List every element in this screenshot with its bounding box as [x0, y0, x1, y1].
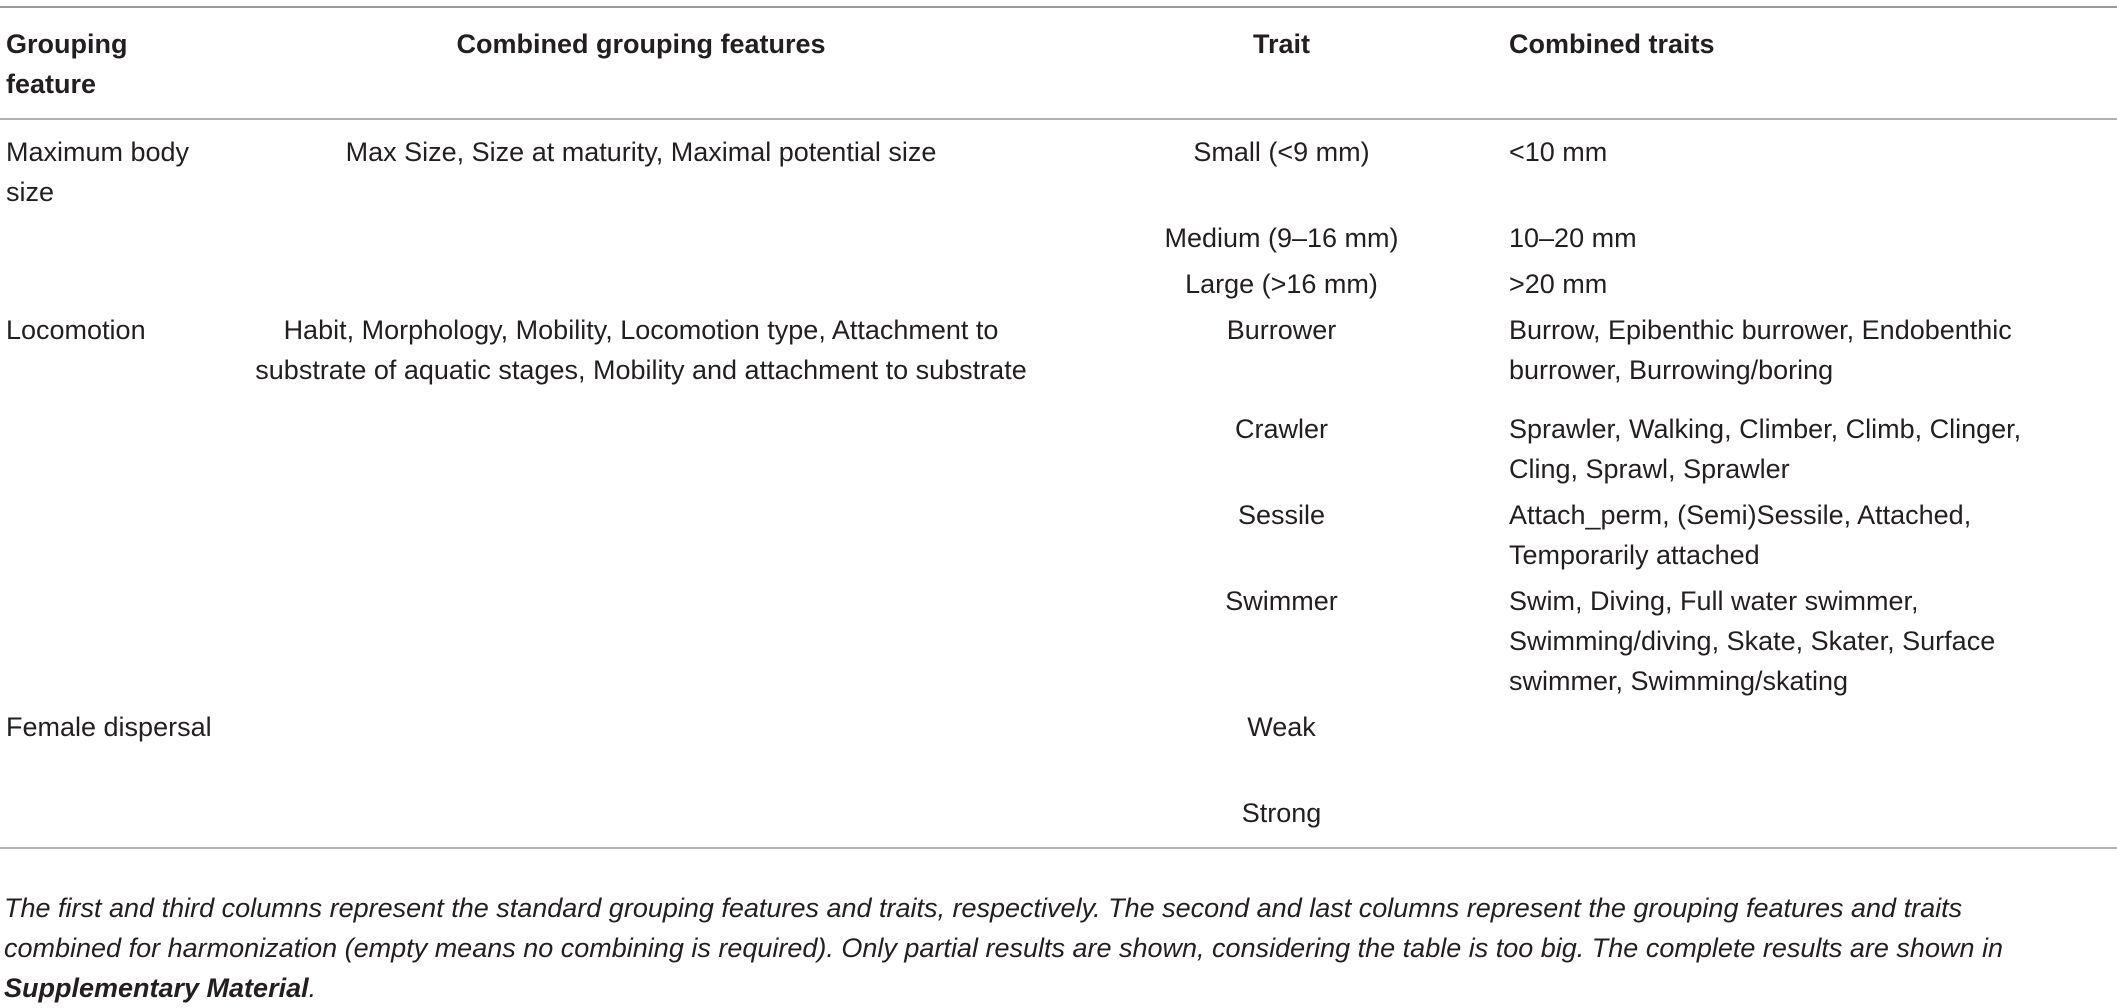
cell-combined-grouping	[226, 793, 1056, 848]
cell-combined-grouping: Max Size, Size at maturity, Maximal potential size	[345, 137, 937, 167]
cell-grouping-feature	[0, 581, 226, 707]
cell-combined-traits: Attach_perm, (Semi)Sessile, Attached, Temporarily attached	[1509, 500, 1972, 570]
table-caption	[4, 888, 2074, 1008]
cell-trait: Strong	[1241, 798, 1322, 828]
cell-trait: Small (<9 mm)	[1193, 137, 1370, 167]
table-row	[0, 707, 2117, 793]
header-trait: Trait	[1252, 29, 1311, 59]
caption-end: .	[308, 973, 317, 1003]
cell-trait: Sessile	[1237, 500, 1326, 530]
cell-grouping-feature	[0, 793, 226, 848]
cell-combined-traits: <10 mm	[1509, 137, 1608, 167]
cell-trait: Large (>16 mm)	[1185, 269, 1378, 299]
table-row	[0, 264, 2117, 310]
table-header-row	[0, 7, 2117, 119]
supplementary-material-link[interactable]: Supplementary Material	[4, 973, 309, 1003]
cell-combined-grouping	[226, 495, 1056, 581]
cell-combined-grouping	[226, 218, 1056, 264]
cell-combined-grouping	[226, 409, 1056, 495]
cell-combined-traits: Burrow, Epibenthic burrower, Endobenthic burrower, Burrowing/boring	[1509, 315, 2012, 385]
table-row	[0, 119, 2117, 218]
cell-combined-grouping	[226, 581, 1056, 707]
caption-text: The first and third columns represent the standard grouping features and traits, respectively. The second and last columns represent the grouping features and traits combined for harmonization (empty means no combining is required). Only partial results are shown, considering the table is too big. The complete results are shown in	[4, 893, 2003, 963]
cell-grouping-feature: Maximum body size	[6, 137, 190, 207]
table-row	[0, 495, 2117, 581]
table-row	[0, 581, 2117, 707]
cell-grouping-feature	[0, 495, 226, 581]
header-combined-grouping-features: Combined grouping features	[456, 29, 826, 59]
header-grouping-feature: Grouping feature	[6, 29, 128, 99]
cell-combined-grouping: Habit, Morphology, Mobility, Locomotion type, Attachment to substrate of aquatic stages, Mobility and attachment to substrate	[255, 315, 1027, 385]
cell-grouping-feature: Locomotion	[6, 315, 146, 345]
cell-trait: Crawler	[1234, 414, 1328, 444]
cell-combined-traits: Swim, Diving, Full water swimmer, Swimming/diving, Skate, Skater, Surface swimmer, Swimming/skating	[1509, 586, 1996, 696]
cell-grouping-feature	[0, 409, 226, 495]
table-row	[0, 409, 2117, 495]
cell-trait: Burrower	[1226, 315, 1337, 345]
table-row	[0, 218, 2117, 264]
cell-combined-traits: Sprawler, Walking, Climber, Climb, Clinger, Cling, Sprawl, Sprawler	[1509, 414, 2022, 484]
cell-combined-traits: >20 mm	[1509, 269, 1608, 299]
cell-trait: Weak	[1247, 712, 1316, 742]
cell-grouping-feature: Female dispersal	[6, 712, 212, 742]
cell-combined-traits	[1507, 707, 2117, 793]
cell-combined-traits	[1507, 793, 2117, 848]
cell-combined-grouping	[226, 264, 1056, 310]
trait-table-container	[0, 6, 2117, 849]
cell-trait: Medium (9–16 mm)	[1164, 223, 1399, 253]
table-row	[0, 310, 2117, 409]
table-row	[0, 793, 2117, 848]
cell-grouping-feature	[0, 218, 226, 264]
cell-grouping-feature	[0, 264, 226, 310]
cell-trait: Swimmer	[1225, 586, 1338, 616]
trait-harmonization-table	[0, 6, 2117, 849]
header-combined-traits: Combined traits	[1509, 29, 1715, 59]
cell-combined-grouping	[226, 707, 1056, 793]
cell-combined-traits: 10–20 mm	[1509, 223, 1637, 253]
